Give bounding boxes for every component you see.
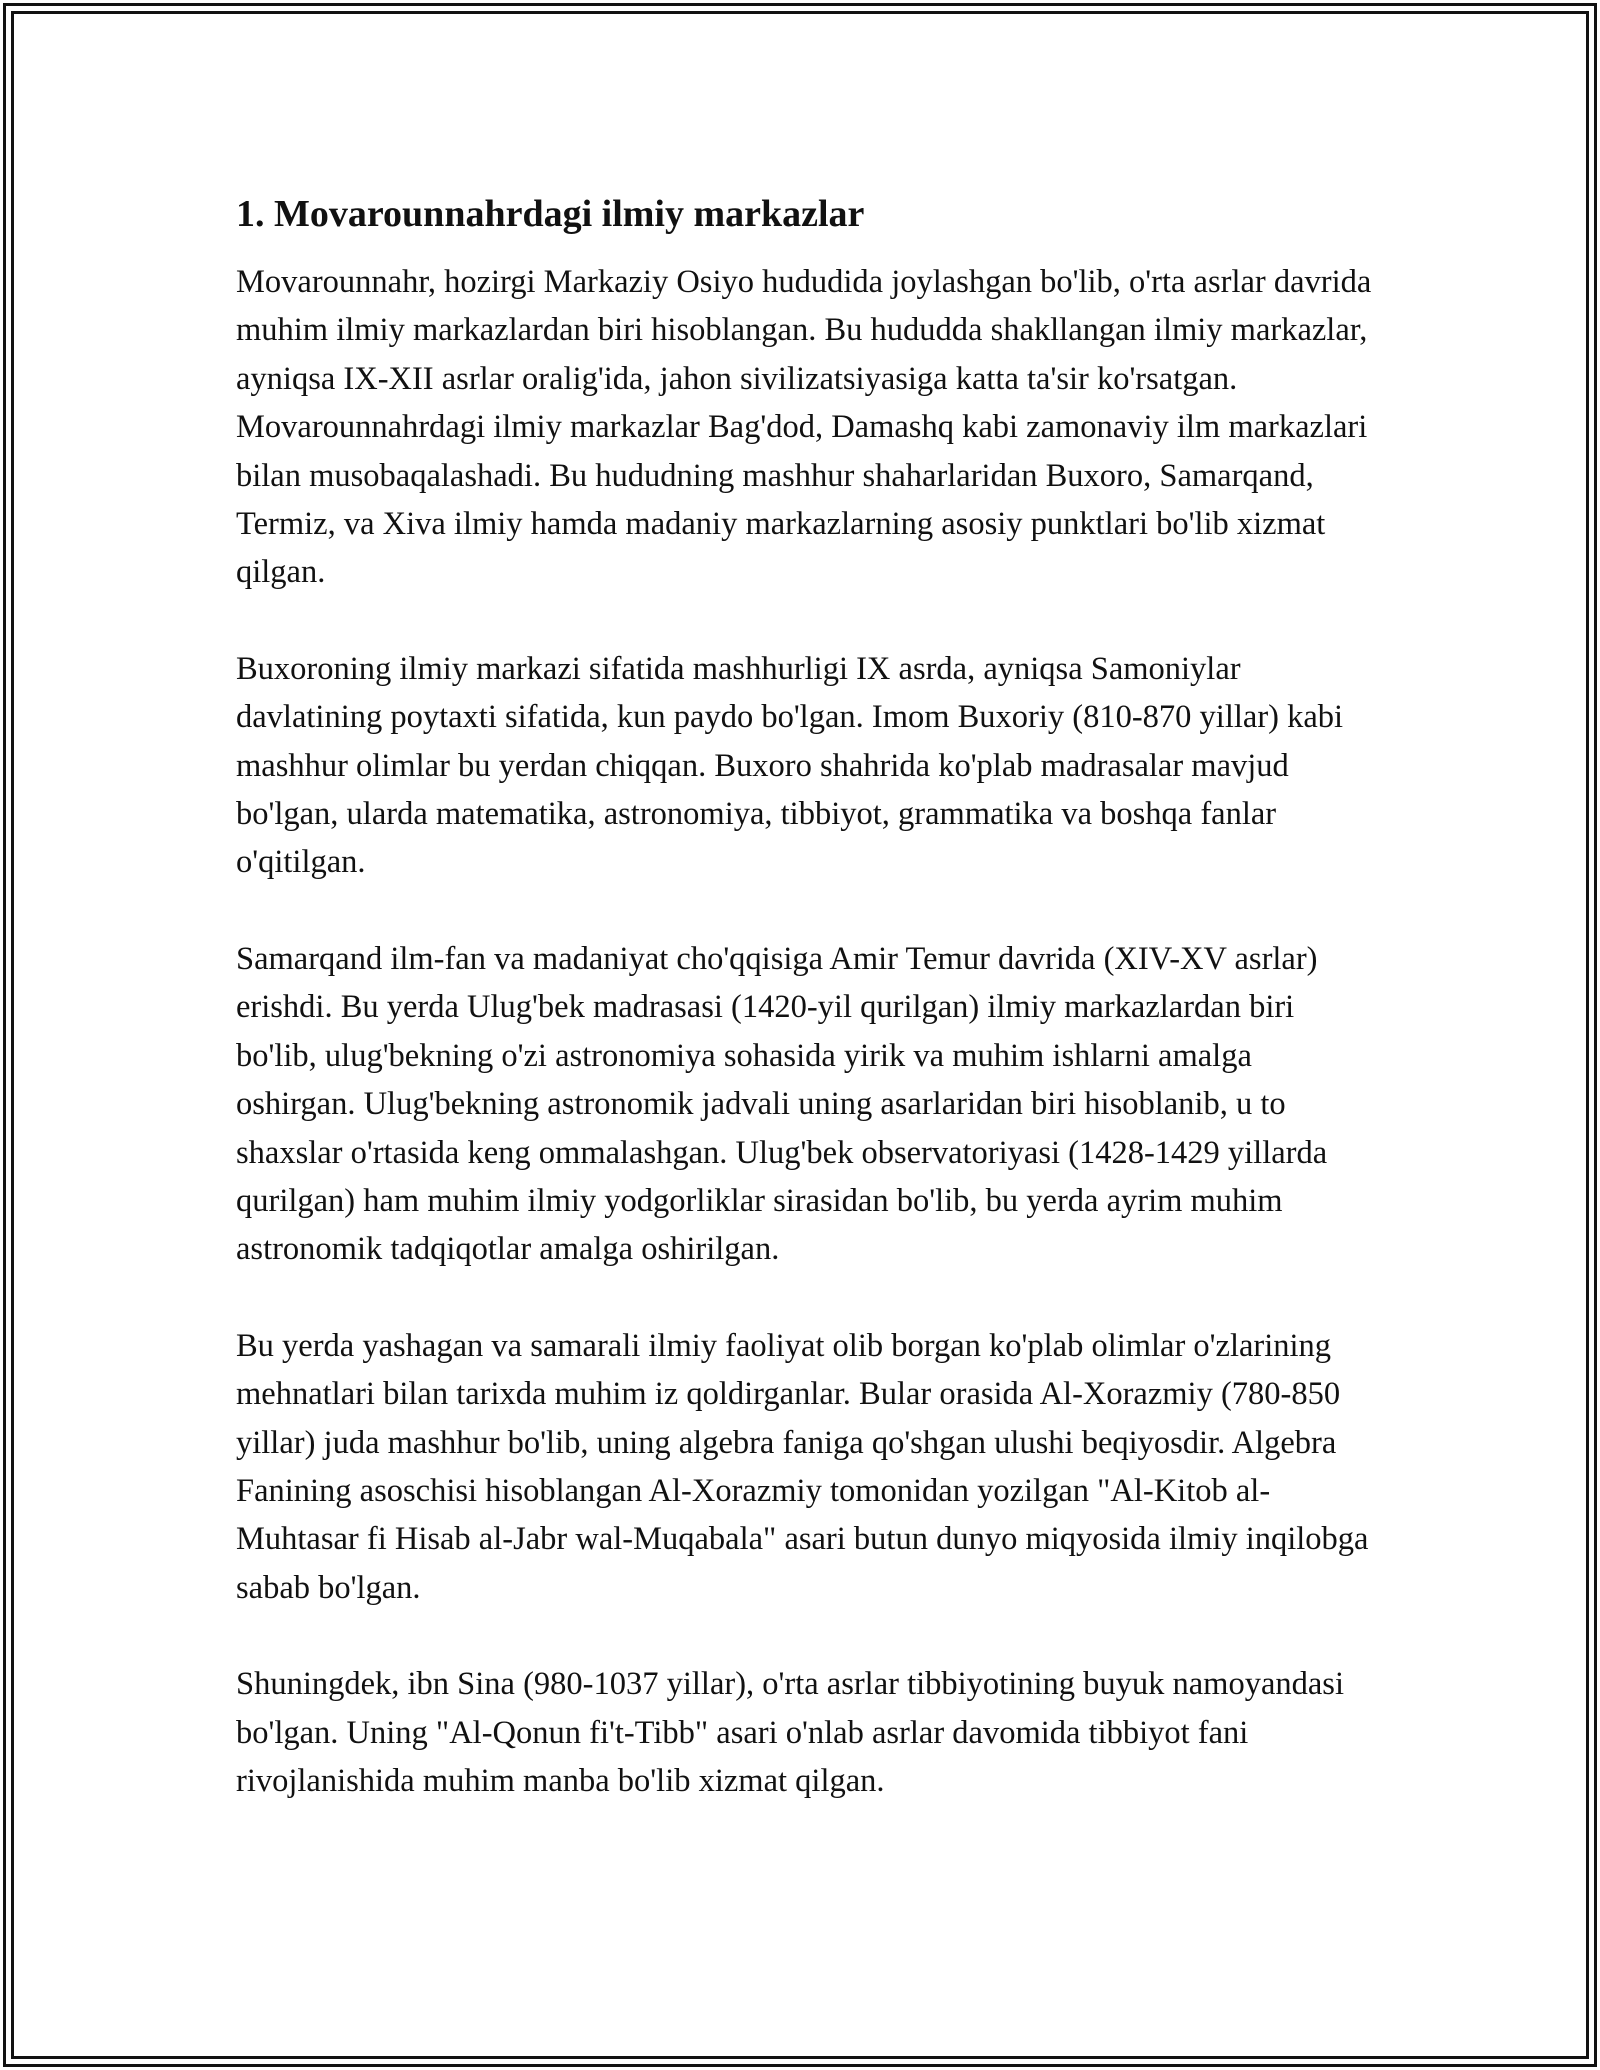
paragraph-samarqand: Samarqand ilm-fan va madaniyat cho'qqisiga Amir Temur davrida (XIV-XV asrlar) erishdi. Bu yerda Ulug'bek madrasasi (1420-yil qurilgan) ilmiy markazlardan biri bo'lib, ulug'bekning o'zi astronomiya sohasida yirik va muhim ishlarni amalga oshirgan. Ulug'bekning astronomik jadvali uning asarlaridan biri hisoblanib, u to shaxslar o'rtasida keng ommalashgan. Ulug'bek observatoriyasi (1428-1429 yillarda qurilgan) ham muhim ilmiy yodgorliklar sirasidan bo'lib, bu yerda ayrim muhim astronomik tadqiqotlar amalga oshirilgan. xyxy=(236,940,1328,1268)
document-body xyxy=(236,186,1376,1853)
paragraph-movarounnahr: Movarounnahr, hozirgi Markaziy Osiyo hududida joylashgan bo'lib, o'rta asrlar davrida muhim ilmiy markazlardan biri hisoblangan. Bu hududda shakllangan ilmiy markazlar, ayniqsa IX-XII asrlar oralig'ida, jahon sivilizatsiyasiga katta ta'sir ko'rsatgan. Movarounnahrdagi ilmiy markazlar Bag'dod, Damashq kabi zamonaviy ilm markazlari bilan musobaqalashadi. Bu hududning mashhur shaharlaridan Buxoro, Samarqand, Termiz, va Xiva ilmiy hamda madaniy markazlarning asosiy punktlari bo'lib xizmat qilgan. xyxy=(236,264,1372,591)
paragraph-al-xorazmiy: Bu yerda yashagan va samarali ilmiy faoliyat olib borgan ko'plab olimlar o'zlarining mehnatlari bilan tarixda muhim iz qoldirganlar. Bular orasida Al-Xorazmiy (780-850 yillar) juda mashhur bo'lib, uning algebra faniga qo'shgan ulushi beqiyosdir. Algebra Fanining asoschisi hisoblangan Al-Xorazmiy tomonidan yozilgan "Al-Kitob al-Muhtasar fi Hisab al-Jabr wal-Muqabala" asari butun dunyo miqyosida ilmiy inqilobga sabab bo'lgan. xyxy=(236,1327,1369,1606)
paragraph-ibn-sina: Shuningdek, ibn Sina (980-1037 yillar), o'rta asrlar tibbiyotining buyuk namoyandasi bo'lgan. Uning "Al-Qonun fi't-Tibb" asari o'nlab asrlar davomida tibbiyot fani rivojlanishida muhim manba bo'lib xizmat qilgan. xyxy=(236,1666,1344,1799)
section-heading: 1. Movarounnahrdagi ilmiy markazlar xyxy=(236,193,865,235)
paragraph-buxoro: Buxoroning ilmiy markazi sifatida mashhurligi IX asrda, ayniqsa Samoniylar davlatining poytaxti sifatida, kun paydo bo'lgan. Imom Buxoriy (810-870 yillar) kabi mashhur olimlar bu yerdan chiqqan. Buxoro shahrida ko'plab madrasalar mavjud bo'lgan, ularda matematika, astronomiya, tibbiyot, grammatika va boshqa fanlar o'qitilgan. xyxy=(236,650,1344,881)
